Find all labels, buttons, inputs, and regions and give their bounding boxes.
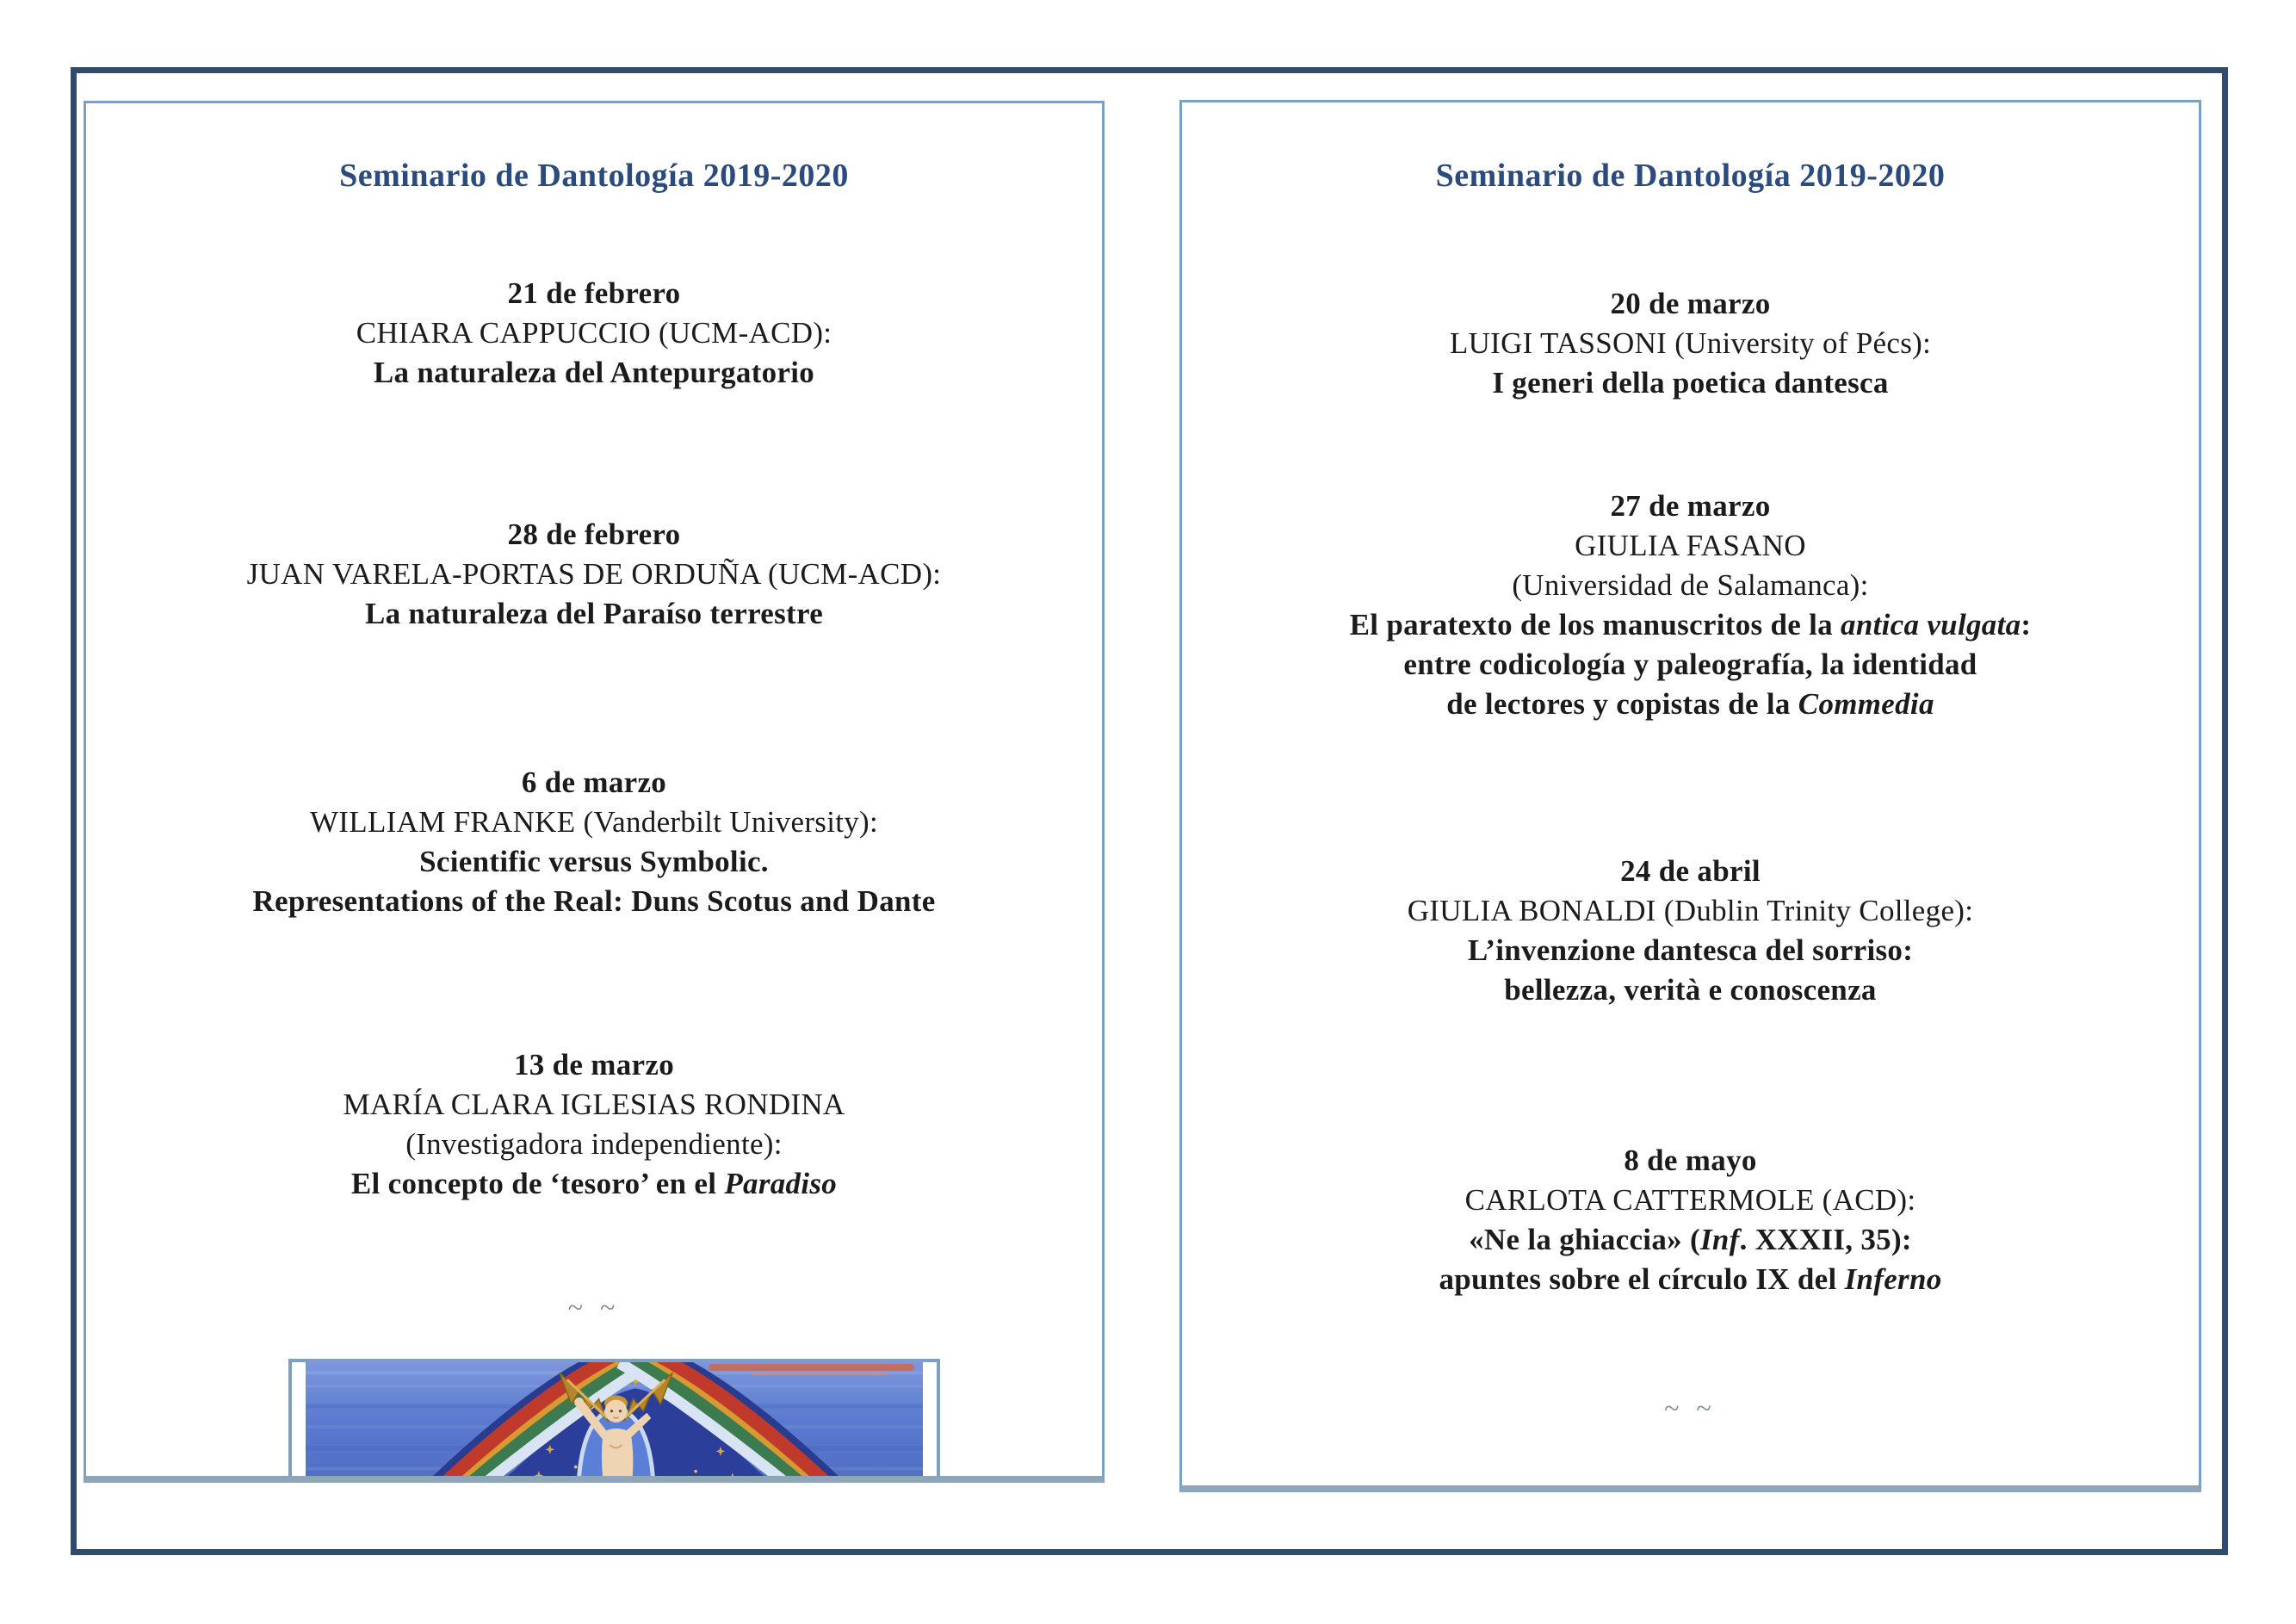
program-page-right <box>1179 100 2201 1492</box>
entry-line: 21 de febrero <box>507 276 681 310</box>
section-separator: ~ ~ <box>567 1292 621 1323</box>
seminar-entry <box>1182 1141 2199 1299</box>
entry-line: 8 de mayo <box>1624 1144 1757 1177</box>
entry-line: «Ne la ghiaccia» (Inf. XXXII, 35): <box>1469 1223 1912 1256</box>
seminar-entry <box>86 515 1102 634</box>
illumination-image-frame <box>288 1359 940 1483</box>
entry-line: 13 de marzo <box>513 1048 675 1082</box>
program-page-left <box>84 101 1105 1483</box>
section-separator: ~ ~ <box>1664 1392 1717 1423</box>
entry-line: (Investigadora independiente): <box>405 1127 783 1161</box>
page-title: Seminario de Dantología 2019-2020 <box>339 158 849 194</box>
entry-line: 27 de marzo <box>1610 489 1771 523</box>
entry-line: (Universidad de Salamanca): <box>1512 568 1869 602</box>
entry-line: GIULIA FASANO <box>1575 529 1806 562</box>
entry-line: L’invenzione dantesca del sorriso: <box>1467 933 1914 967</box>
seminar-entry <box>1182 852 2199 1010</box>
entry-line: LUIGI TASSONI (University of Pécs): <box>1449 326 1932 360</box>
entry-line: I generi della poetica dantesca <box>1492 366 1889 400</box>
entry-line: JUAN VARELA-PORTAS DE ORDUÑA (UCM-ACD): <box>246 557 942 591</box>
entry-line: CHIARA CAPPUCCIO (UCM-ACD): <box>356 316 832 350</box>
entry-line: 28 de febrero <box>507 518 681 551</box>
entry-line: WILLIAM FRANKE (Vanderbilt University): <box>309 805 879 839</box>
entry-line: entre codicología y paleografía, la identidad <box>1403 648 1977 681</box>
entry-line: 20 de marzo <box>1610 287 1771 320</box>
entry-line: La naturaleza del Antepurgatorio <box>373 356 815 389</box>
entry-line: de lectores y copistas de la Commedia <box>1446 687 1934 721</box>
entry-line: Representations of the Real: Duns Scotus and Dante <box>252 884 936 918</box>
entry-line: 6 de marzo <box>521 766 667 799</box>
page-title: Seminario de Dantología 2019-2020 <box>1435 158 1946 194</box>
entry-line: GIULIA BONALDI (Dublin Trinity College): <box>1407 894 1974 927</box>
entry-line: 24 de abril <box>1620 854 1761 888</box>
seminar-entry <box>86 274 1102 393</box>
cherub-rainbow-illumination-image <box>306 1362 923 1483</box>
torso <box>602 1429 633 1483</box>
entry-line: MARÍA CLARA IGLESIAS RONDINA <box>343 1088 845 1121</box>
red-cloud-streak <box>709 1364 914 1371</box>
entry-line: El paratexto de los manuscritos de la antica vulgata: <box>1349 608 2032 642</box>
seminar-entry <box>86 763 1102 921</box>
entry-line: El concepto de ‘tesoro’ en el Paradiso <box>350 1167 838 1200</box>
head <box>605 1400 628 1423</box>
entry-line: Scientific versus Symbolic. <box>419 845 769 878</box>
entry-line: bellezza, verità e conoscenza <box>1504 973 1877 1007</box>
seminar-entry <box>1182 487 2199 724</box>
seminar-entry <box>86 1045 1102 1204</box>
entry-line: apuntes sobre el círculo IX del Inferno <box>1439 1262 1942 1296</box>
entry-line: La naturaleza del Paraíso terrestre <box>364 597 824 630</box>
entry-line: CARLOTA CATTERMOLE (ACD): <box>1464 1183 1916 1217</box>
seminar-entry <box>1182 284 2199 403</box>
